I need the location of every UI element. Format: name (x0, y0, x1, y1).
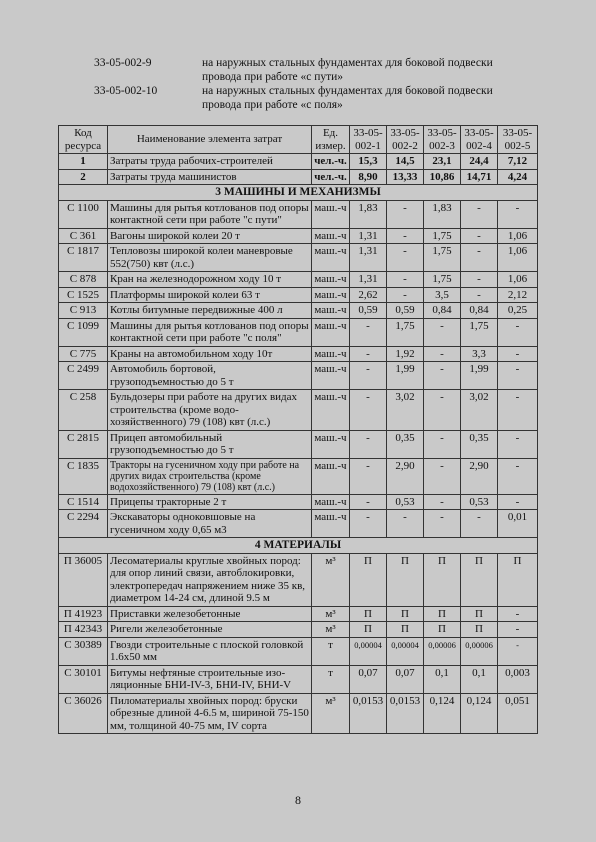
cell-value: П (461, 553, 498, 606)
cell-name: Вагоны широкой колеи 20 т (108, 228, 312, 244)
cell-code: С 2294 (59, 510, 108, 538)
cell-value: 24,4 (461, 154, 498, 170)
cell-value: - (461, 228, 498, 244)
cell-name: Гвозди строительные с плоской головкой 1.6х50 мм (108, 637, 312, 665)
cell-value: 1,83 (424, 200, 461, 228)
cell-value: - (498, 606, 538, 622)
intro-line (94, 84, 534, 112)
cell-name: Платформы широкой колеи 63 т (108, 287, 312, 303)
table-header-row (59, 126, 538, 154)
cell-value: 0,00006 (424, 637, 461, 665)
cell-code: С 30101 (59, 665, 108, 693)
cell-value: 0,07 (387, 665, 424, 693)
table-row (59, 318, 538, 346)
cell-value: - (424, 346, 461, 362)
cell-value: - (424, 510, 461, 538)
table-row (59, 390, 538, 431)
cell-value: 1,31 (350, 244, 387, 272)
cell-name: Затраты труда машинистов (108, 169, 312, 185)
cell-value: - (424, 362, 461, 390)
cell-value: 0,53 (387, 494, 424, 510)
cell-value: - (498, 200, 538, 228)
table-row (59, 244, 538, 272)
cell-name: Прицепы тракторные 2 т (108, 494, 312, 510)
cell-name: Тракторы на гусеничном ходу при работе на других видах строительства (кроме водохозяйственного) 79 (108) квт (л.с.) (108, 458, 312, 494)
cell-value: 10,86 (424, 169, 461, 185)
cell-name: Машины для рытья котлованов под опоры контактной сети при работе "с пути" (108, 200, 312, 228)
cell-code: С 1514 (59, 494, 108, 510)
cell-value: 0,0153 (350, 693, 387, 734)
table-row (59, 287, 538, 303)
cell-value: П (461, 606, 498, 622)
cell-value: 7,12 (498, 154, 538, 170)
table-row (59, 228, 538, 244)
cell-unit: м³ (312, 553, 350, 606)
cell-unit: маш.-ч (312, 272, 350, 288)
cell-name: Затраты труда рабочих-строителей (108, 154, 312, 170)
section-title: 3 МАШИНЫ И МЕХАНИЗМЫ (59, 185, 538, 201)
cell-value: 8,90 (350, 169, 387, 185)
cell-value: 14,71 (461, 169, 498, 185)
table-row (59, 346, 538, 362)
cell-value: 0,003 (498, 665, 538, 693)
cell-value: - (350, 430, 387, 458)
cell-value: 0,25 (498, 303, 538, 319)
section-row (59, 185, 538, 201)
cell-value: - (461, 200, 498, 228)
cell-value: П (424, 606, 461, 622)
cell-value: 0,59 (350, 303, 387, 319)
cell-value: 0,0153 (387, 693, 424, 734)
cell-value: 0,1 (424, 665, 461, 693)
cell-code: П 36005 (59, 553, 108, 606)
cell-name: Бульдозеры при работе на других видах строительства (кроме водо-хозяйственного) 79 (108) квт (л.с.) (108, 390, 312, 431)
cell-value: 0,124 (461, 693, 498, 734)
cell-value: П (387, 553, 424, 606)
cell-unit: т (312, 637, 350, 665)
table-row (59, 494, 538, 510)
cell-code: С 36026 (59, 693, 108, 734)
cell-unit: маш.-ч (312, 244, 350, 272)
cell-value: 1,99 (387, 362, 424, 390)
cell-code: С 913 (59, 303, 108, 319)
cell-value: 0,00006 (461, 637, 498, 665)
cell-unit: маш.-ч (312, 303, 350, 319)
cell-value: 0,53 (461, 494, 498, 510)
cell-value: 1,06 (498, 272, 538, 288)
header-col-1: 33-05-002-1 (350, 126, 387, 154)
cell-value: 1,31 (350, 272, 387, 288)
cell-value: - (424, 494, 461, 510)
cell-unit: м³ (312, 622, 350, 638)
table-row (59, 458, 538, 494)
cell-value: 0,59 (387, 303, 424, 319)
intro-code: 33-05-002-9 (94, 57, 152, 69)
cell-value: 3,5 (424, 287, 461, 303)
cell-code: С 775 (59, 346, 108, 362)
cell-code: С 2499 (59, 362, 108, 390)
cost-table (58, 125, 538, 734)
cell-value: 1,75 (424, 244, 461, 272)
cell-value: 15,3 (350, 154, 387, 170)
cell-name: Котлы битумные передвижные 400 л (108, 303, 312, 319)
cell-value: 4,24 (498, 169, 538, 185)
cell-value: - (424, 390, 461, 431)
cell-value: П (350, 553, 387, 606)
cell-name: Краны на автомобильном ходу 10т (108, 346, 312, 362)
cell-unit: маш.-ч (312, 200, 350, 228)
cell-value: 1,75 (424, 272, 461, 288)
cell-value: 1,92 (387, 346, 424, 362)
cell-value: 0,84 (461, 303, 498, 319)
cell-unit: маш.-ч (312, 362, 350, 390)
cell-value: 0,1 (461, 665, 498, 693)
cell-value: П (498, 553, 538, 606)
cell-value: - (350, 390, 387, 431)
cell-name: Приставки железобетонные (108, 606, 312, 622)
cell-value: 3,3 (461, 346, 498, 362)
cell-unit: т (312, 665, 350, 693)
cell-unit: маш.-ч (312, 346, 350, 362)
cell-code: С 361 (59, 228, 108, 244)
cell-code: С 1099 (59, 318, 108, 346)
table-row (59, 665, 538, 693)
cell-value: 0,07 (350, 665, 387, 693)
cell-unit: м³ (312, 606, 350, 622)
cell-value: 0,124 (424, 693, 461, 734)
cell-code: П 42343 (59, 622, 108, 638)
cell-code: 2 (59, 169, 108, 185)
cell-value: - (387, 200, 424, 228)
cell-value: 2,12 (498, 287, 538, 303)
cell-value: - (498, 346, 538, 362)
cell-value: - (461, 287, 498, 303)
table-row (59, 622, 538, 638)
cell-value: - (424, 318, 461, 346)
header-col-3: 33-05-002-3 (424, 126, 461, 154)
table-row (59, 510, 538, 538)
cell-value: - (387, 228, 424, 244)
table-row (59, 553, 538, 606)
cell-unit: маш.-ч (312, 287, 350, 303)
cell-value: 14,5 (387, 154, 424, 170)
cell-value: 1,06 (498, 244, 538, 272)
cell-value: 2,62 (350, 287, 387, 303)
cell-value: - (387, 244, 424, 272)
cell-code: С 1835 (59, 458, 108, 494)
cell-value: - (498, 637, 538, 665)
cell-value: - (461, 244, 498, 272)
cell-value: - (424, 458, 461, 494)
cell-value: - (387, 287, 424, 303)
cell-code: С 878 (59, 272, 108, 288)
cell-value: 0,00004 (350, 637, 387, 665)
header-col-2: 33-05-002-2 (387, 126, 424, 154)
cell-code: С 2815 (59, 430, 108, 458)
cell-code: С 1817 (59, 244, 108, 272)
section-row (59, 538, 538, 554)
cell-value: 0,35 (387, 430, 424, 458)
cell-code: 1 (59, 154, 108, 170)
cell-value: П (424, 622, 461, 638)
cell-value: 3,02 (461, 390, 498, 431)
cell-value: - (424, 430, 461, 458)
table-row (59, 200, 538, 228)
cell-unit: маш.-ч (312, 494, 350, 510)
table-row (59, 637, 538, 665)
header-code: Код ресурса (59, 126, 108, 154)
intro-text: на наружных стальных фундаментах для боковой подвески провода при работе «с пути» (202, 57, 493, 83)
cell-unit: маш.-ч (312, 318, 350, 346)
cell-value: - (498, 318, 538, 346)
cell-value: - (498, 390, 538, 431)
cell-name: Кран на железнодорожном ходу 10 т (108, 272, 312, 288)
cell-unit: маш.-ч (312, 458, 350, 494)
cell-value: - (498, 362, 538, 390)
cell-name: Битумы нефтяные строительные изо-ляционные БНИ-IV-3, БНИ-IV, БНИ-V (108, 665, 312, 693)
cell-code: С 30389 (59, 637, 108, 665)
cell-value: - (350, 458, 387, 494)
cell-value: 2,90 (387, 458, 424, 494)
cell-name: Прицеп автомобильный грузоподъемностью до 5 т (108, 430, 312, 458)
cell-unit: маш.-ч (312, 430, 350, 458)
cell-value: 3,02 (387, 390, 424, 431)
header-col-5: 33-05-002-5 (498, 126, 538, 154)
cell-value: - (350, 510, 387, 538)
cell-unit: маш.-ч (312, 510, 350, 538)
table-row (59, 154, 538, 170)
section-title: 4 МАТЕРИАЛЫ (59, 538, 538, 554)
table-row (59, 606, 538, 622)
cell-value: - (498, 458, 538, 494)
cell-value: - (350, 346, 387, 362)
cell-value: 1,83 (350, 200, 387, 228)
cell-value: 1,75 (424, 228, 461, 244)
cell-value: П (461, 622, 498, 638)
cell-value: 2,90 (461, 458, 498, 494)
intro-line (94, 56, 534, 84)
cell-unit: маш.-ч (312, 390, 350, 431)
cell-name: Экскаваторы одноковшовые на гусеничном ходу 0,65 м3 (108, 510, 312, 538)
cell-name: Тепловозы широкой колеи маневровые 552(750) квт (л.с.) (108, 244, 312, 272)
header-name: Наименование элемента затрат (108, 126, 312, 154)
cell-value: П (424, 553, 461, 606)
cell-code: С 1525 (59, 287, 108, 303)
cell-value: 0,35 (461, 430, 498, 458)
table-row (59, 430, 538, 458)
cell-value: - (461, 510, 498, 538)
cell-value: - (387, 272, 424, 288)
cell-name: Автомобиль бортовой, грузоподъемностью до 5 т (108, 362, 312, 390)
cell-unit: м³ (312, 693, 350, 734)
cell-name: Лесоматериалы круглые хвойных пород: для опор линий связи, автоблокировки, электропередач напряжением ниже 35 кв, диаметром 14-24 см, длиной 9.5 м (108, 553, 312, 606)
intro-code: 33-05-002-10 (94, 85, 158, 97)
table-row (59, 169, 538, 185)
header-col-4: 33-05-002-4 (461, 126, 498, 154)
table-row (59, 362, 538, 390)
table-row (59, 303, 538, 319)
cell-value: 1,75 (461, 318, 498, 346)
cell-name: Пиломатериалы хвойных пород: бруски обрезные длиной 4-6.5 м, шириной 75-150 мм, толщиной 40-75 мм, IV сорта (108, 693, 312, 734)
table-row (59, 272, 538, 288)
cell-value: 23,1 (424, 154, 461, 170)
cell-value: П (350, 622, 387, 638)
cell-value: 0,00004 (387, 637, 424, 665)
table-row (59, 693, 538, 734)
cell-value: - (498, 430, 538, 458)
cell-value: П (387, 622, 424, 638)
cell-value: - (498, 622, 538, 638)
cell-value: - (498, 494, 538, 510)
cell-unit: чел.-ч. (312, 154, 350, 170)
cell-value: П (350, 606, 387, 622)
cell-name: Ригели железобетонные (108, 622, 312, 638)
cell-value: П (387, 606, 424, 622)
cell-value: - (350, 362, 387, 390)
cell-value: 1,31 (350, 228, 387, 244)
cell-unit: чел.-ч. (312, 169, 350, 185)
header-unit: Ед. измер. (312, 126, 350, 154)
cell-value: 0,051 (498, 693, 538, 734)
cell-value: 0,84 (424, 303, 461, 319)
cell-unit: маш.-ч (312, 228, 350, 244)
cell-value: 0,01 (498, 510, 538, 538)
cell-code: С 1100 (59, 200, 108, 228)
intro-text: на наружных стальных фундаментах для боковой подвески провода при работе «с поля» (202, 85, 493, 111)
page-number: 8 (295, 793, 301, 807)
cell-value: 13,33 (387, 169, 424, 185)
cell-value: 1,06 (498, 228, 538, 244)
cell-value: - (350, 494, 387, 510)
cell-code: С 258 (59, 390, 108, 431)
cell-value: 1,99 (461, 362, 498, 390)
cell-value: 1,75 (387, 318, 424, 346)
intro-block (94, 56, 534, 112)
cell-value: - (387, 510, 424, 538)
cell-code: П 41923 (59, 606, 108, 622)
cell-value: - (350, 318, 387, 346)
cell-name: Машины для рытья котлованов под опоры контактной сети при работе "с поля" (108, 318, 312, 346)
cell-value: - (461, 272, 498, 288)
